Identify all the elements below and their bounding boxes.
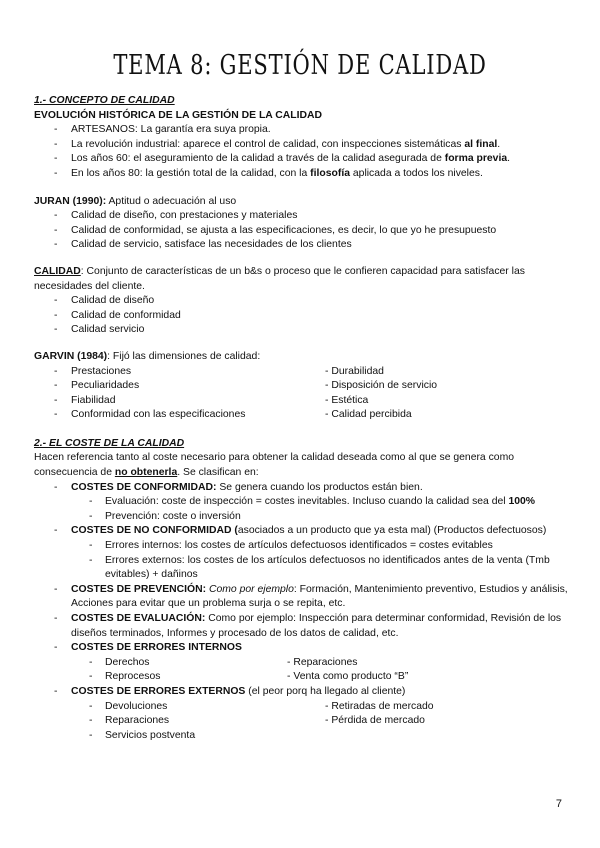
calidad-label: CALIDAD — [34, 265, 81, 277]
page-title: TEMA 8: GESTIÓN DE CALIDAD — [113, 50, 487, 81]
conformidad-sublist — [34, 495, 568, 524]
list-item: - Derechos — [34, 656, 287, 671]
garvin-right-list — [325, 365, 437, 423]
cost-no-conformidad — [34, 524, 568, 539]
intro-text: Hacen referencia tanto al coste necesario para obtener la calidad deseada como al que se genera como consecuencia de — [34, 452, 515, 479]
intro-text-end: . Se clasifican en: — [177, 467, 259, 479]
list-item-bold: filosofía — [310, 167, 350, 179]
cost-text-end: ) (Productos defectuosos) — [427, 525, 547, 537]
garvin-text: : Fijó las dimensiones de calidad: — [107, 350, 261, 362]
errores-externos-items — [34, 700, 568, 744]
list-item — [34, 495, 568, 510]
section-1-heading: 1.- CONCEPTO DE CALIDAD — [34, 95, 175, 106]
cost-prevencion — [34, 583, 568, 612]
cost-label: COSTES DE ERRORES EXTERNOS — [71, 685, 246, 697]
cost-italic: Como por ejemplo — [206, 583, 294, 595]
cost-conformidad — [34, 481, 568, 496]
section-1-subheading: EVOLUCIÓN HISTÓRICA DE LA GESTIÓN DE LA CALIDAD — [34, 109, 323, 121]
cost-errores-internos — [34, 641, 568, 656]
list-item — [34, 123, 568, 138]
cost-label: COSTES DE PREVENCIÓN: — [71, 583, 207, 595]
list-item: - Pérdida de mercado — [325, 715, 425, 727]
page-number: 7 — [555, 798, 562, 810]
juran-text: Aptitud o adecuación al uso — [106, 195, 237, 207]
list-item-bold: al final — [464, 138, 498, 150]
list-item: - Calidad de servicio, satisface las necesidades de los clientes — [34, 238, 568, 253]
list-item: - Servicios postventa — [34, 729, 325, 744]
list-item: - Venta como producto “B” — [287, 671, 409, 683]
list-item: - Reparaciones — [287, 656, 358, 668]
list-item: - Calidad de diseño — [34, 294, 568, 309]
list-item: - Prestaciones — [34, 365, 325, 380]
internos-left-list — [34, 656, 287, 685]
costs-list-4 — [34, 685, 568, 700]
costs-list-2 — [34, 524, 568, 539]
costs-list — [34, 481, 568, 496]
list-item-bold: forma previa — [444, 153, 508, 165]
externos-right-list — [325, 700, 434, 744]
garvin-dimensions — [34, 365, 568, 423]
list-item-text: Prevención: coste o inversión — [105, 510, 241, 522]
list-item-text: aplicada a todos los niveles. — [350, 167, 483, 179]
cost-text: asociados a un producto que ya esta mal — [237, 525, 428, 537]
calidad-text: : Conjunto de características de un b&s o proceso que le confieren capacidad para satisfacer las necesidades del cliente. — [34, 265, 525, 292]
list-item: - Errores externos: los costes de los artículos defectuosos no identificados antes de la venta (Tmb evitables) + dañinos — [34, 554, 568, 583]
cost-label: COSTES DE NO CONFORMIDAD ( — [71, 525, 238, 537]
cost-text: Como por ejemplo: Inspección para determinar conformidad, Revisión de los diseños terminados, Informes y procesado de los datos de calidad, etc. — [71, 613, 562, 639]
list-item — [34, 510, 568, 525]
list-item-text: . — [507, 153, 511, 165]
juran-label: JURAN (1990): — [34, 195, 107, 207]
intro-underlined: no obtenerla — [114, 467, 178, 479]
list-item: - Disposición de servicio — [325, 380, 438, 392]
list-item: - Calidad de conformidad, se ajusta a las especificaciones, es decir, lo que yo he presupuesto — [34, 224, 568, 239]
list-item: - Peculiaridades — [34, 379, 325, 394]
garvin-label: GARVIN (1984) — [34, 350, 108, 362]
list-item: - Conformidad con las especificaciones — [34, 408, 325, 423]
list-item: - Durabilidad — [325, 365, 384, 377]
no-conformidad-sublist — [34, 539, 568, 583]
document-body — [34, 94, 568, 743]
cost-label: COSTES DE EVALUACIÓN: — [71, 613, 206, 624]
section-2-heading: 2.- EL COSTE DE LA CALIDAD — [34, 437, 185, 449]
cost-label: COSTES DE ERRORES INTERNOS — [71, 642, 242, 654]
list-item: - Calidad de conformidad — [34, 309, 568, 324]
list-item: - Calidad servicio — [34, 323, 568, 338]
errores-internos-items — [34, 656, 568, 685]
list-item-text: Los años 60: el aseguramiento de la calidad a través de la calidad asegurada de — [71, 153, 445, 165]
list-item — [34, 167, 568, 182]
cost-label: COSTES DE CONFORMIDAD: — [71, 481, 217, 493]
list-item: - Fiabilidad — [34, 394, 325, 409]
list-item: - Estética — [325, 394, 369, 406]
list-item: - Calidad percibida — [325, 409, 412, 421]
list-item: - Reprocesos — [34, 670, 287, 685]
list-item: - Reparaciones — [34, 714, 325, 729]
section-2-intro — [34, 451, 568, 480]
costs-list-3 — [34, 583, 568, 656]
list-item-text: En los años 80: la gestión total de la calidad, con la — [71, 167, 311, 179]
list-item: - Retiradas de mercado — [325, 700, 434, 712]
cost-errores-externos — [34, 685, 568, 700]
garvin-left-list — [34, 365, 325, 423]
cost-text: Se genera cuando los productos están bien. — [216, 481, 423, 493]
list-item-text: Evaluación: coste de inspección = costes inevitables. Incluso cuando la calidad sea del — [105, 496, 509, 508]
history-list — [34, 123, 568, 181]
list-item: - Errores internos: los costes de artículos defectuosos identificados = costes evitables — [34, 539, 568, 554]
list-item-text: La revolución industrial: aparece el control de calidad, con inspecciones sistemáticas — [71, 138, 465, 150]
list-item: - Devoluciones — [34, 700, 325, 715]
externos-left-list — [34, 700, 325, 744]
juran-definition — [34, 195, 568, 210]
cost-text: : Formación, Mantenimiento preventivo, Estudios y análisis, Acciones para evitar que un problema surja o se repita, etc. — [71, 583, 568, 610]
internos-right-list — [287, 656, 408, 685]
list-item — [34, 152, 568, 167]
cost-evaluacion — [34, 612, 568, 641]
garvin-definition — [34, 350, 568, 365]
calidad-definition — [34, 265, 568, 294]
list-item-text: . — [497, 138, 501, 150]
list-item-bold: 100% — [508, 496, 536, 508]
list-item-text: ARTESANOS: La garantía era suya propia. — [71, 124, 271, 136]
juran-list — [34, 209, 568, 253]
cost-text: (el peor porq ha llegado al cliente) — [245, 685, 406, 697]
list-item — [34, 138, 568, 153]
list-item: - Calidad de diseño, con prestaciones y materiales — [34, 209, 568, 224]
calidad-list — [34, 294, 568, 338]
